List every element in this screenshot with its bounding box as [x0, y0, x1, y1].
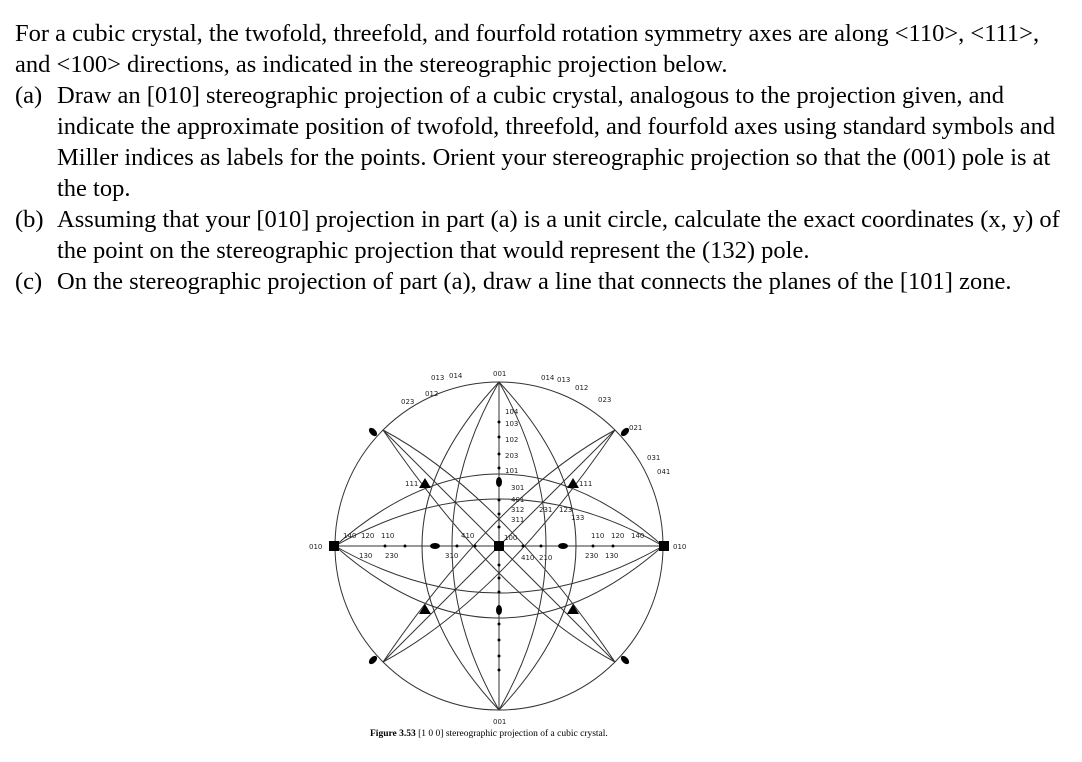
label-010-right: 010: [673, 543, 687, 551]
part-a-text: Draw an [010] stereographic projection of a cubic crystal, analogous to the projection given, and indicate the approximate position of twofold, threefold, and fourfold axes using standard symbols and Miller indices as labels for the points. Orient your stereographic projection so that the (001) pole is at the top.: [57, 82, 1056, 202]
twofold-101-upper-symbol: [496, 477, 502, 487]
label-310-l: 310: [445, 552, 459, 560]
pole: [498, 499, 501, 502]
pole: [498, 526, 501, 529]
twofold-101-lower-symbol: [496, 605, 502, 615]
label-231: 133: [571, 514, 585, 522]
label-111-ur: 111: [579, 480, 593, 488]
pole: [498, 453, 501, 456]
part-c-label: (c): [15, 268, 43, 295]
pole: [384, 545, 387, 548]
pole: [498, 421, 501, 424]
label-221: 123: [559, 506, 573, 514]
pole: [498, 623, 501, 626]
label-001-top: 001: [493, 370, 507, 378]
label-301: 312: [511, 506, 525, 514]
label-201: 401: [511, 496, 525, 504]
pole: [522, 545, 525, 548]
label-230-r: 230: [585, 552, 599, 560]
pole: [592, 545, 595, 548]
pole: [498, 669, 501, 672]
label-211: 231: [539, 506, 553, 514]
label-013-ur: 013: [557, 376, 571, 384]
label-012-ur: 012: [575, 384, 589, 392]
stereographic-projection-figure: [285, 362, 705, 732]
label-111-ul: 111: [405, 480, 419, 488]
label-100-center: 100: [504, 534, 518, 542]
label-012-ul: 012: [425, 390, 439, 398]
pole: [540, 545, 543, 548]
label-110-l: 110: [381, 532, 395, 540]
label-210-r: 210: [539, 554, 553, 562]
pole: [612, 545, 615, 548]
label-203: 203: [505, 452, 519, 460]
label-011-ur: 021: [629, 424, 643, 432]
label-010-left: 010: [309, 543, 323, 551]
pole: [498, 577, 501, 580]
part-c: [15, 266, 1075, 297]
pole: [498, 655, 501, 658]
part-a-label: (a): [15, 82, 43, 109]
label-401: 311: [511, 516, 525, 524]
label-023-ul: 023: [401, 398, 415, 406]
pole: [456, 545, 459, 548]
pole: [474, 545, 477, 548]
pole: [498, 436, 501, 439]
label-140-l: 140: [343, 532, 357, 540]
pole: [498, 591, 501, 594]
label-120-r: 120: [611, 532, 625, 540]
label-230-l: 230: [385, 552, 399, 560]
label-001-bottom: 001: [493, 718, 507, 726]
label-104: 104: [505, 408, 519, 416]
label-032-ur: 031: [647, 454, 661, 462]
figure-caption: [370, 729, 608, 739]
pole: [498, 639, 501, 642]
label-410-r: 410: [521, 554, 535, 562]
label-120-l: 120: [361, 532, 375, 540]
twofold-110-left-symbol: [430, 543, 440, 549]
part-c-text: On the stereographic projection of part (a), draw a line that connects the planes of the [101] zone.: [57, 268, 1012, 295]
figure-caption-text: [1 0 0] stereographic projection of a cubic crystal.: [418, 729, 608, 739]
pole: [498, 564, 501, 567]
label-101: 101: [505, 467, 519, 475]
label-014-ur: 014: [541, 374, 555, 382]
label-103: 103: [505, 420, 519, 428]
fourfold-010-right-symbol: [659, 541, 669, 551]
problem-intro: For a cubic crystal, the twofold, threefold, and fourfold rotation symmetry axes are along <110>, <111>, and <100> directions, as indicated in the stereographic projection below.: [15, 20, 1040, 78]
fourfold-100-symbol: [494, 541, 504, 551]
part-b: [15, 204, 1075, 266]
label-110-r: 110: [591, 532, 605, 540]
label-013-ul: 013: [431, 374, 445, 382]
label-130-l: 130: [359, 552, 373, 560]
label-130-r: 130: [605, 552, 619, 560]
part-a: [15, 80, 1075, 204]
label-302: 301: [511, 484, 525, 492]
twofold-110-right-symbol: [558, 543, 568, 549]
label-140-r: 140: [631, 532, 645, 540]
problem-text: [15, 18, 1075, 297]
part-b-label: (b): [15, 206, 44, 233]
label-410-l: 410: [461, 532, 475, 540]
label-023-ur: 023: [598, 396, 612, 404]
label-102: 102: [505, 436, 519, 444]
part-b-text: Assuming that your [010] projection in part (a) is a unit circle, calculate the exact coordinates (x, y) of the point on the stereographic projection that would represent the (132) pole.: [57, 206, 1060, 264]
label-021-ur: 041: [657, 468, 671, 476]
figure-caption-number: Figure 3.53: [370, 729, 416, 739]
label-014-ul: 014: [449, 372, 463, 380]
pole: [498, 513, 501, 516]
pole: [498, 467, 501, 470]
pole: [404, 545, 407, 548]
stereogram-svg: [285, 362, 705, 732]
fourfold-010-left-symbol: [329, 541, 339, 551]
